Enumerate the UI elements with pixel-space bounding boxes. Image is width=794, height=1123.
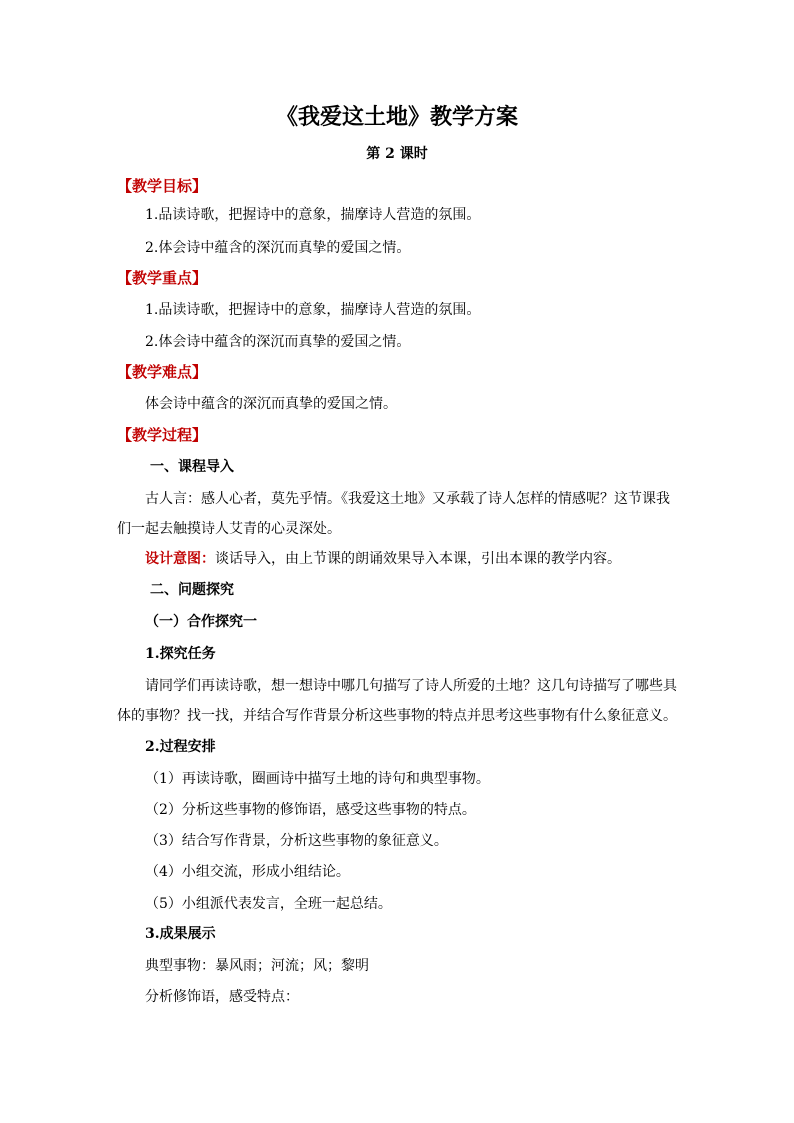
document-subtitle: 第 2 课时 xyxy=(366,146,428,162)
document-title: 《我爱这土地》教学方案 xyxy=(275,104,518,130)
design-intent-text: 谈话导入，由上节课的朗诵效果导入本课，引出本课的教学内容。 xyxy=(215,551,621,567)
design-intent xyxy=(145,549,621,569)
arrangement-heading: 2.过程安排 xyxy=(145,739,216,755)
results-heading: 3.成果展示 xyxy=(145,926,216,942)
step-item-5: （5）小组派代表发言，全班一起总结。 xyxy=(145,896,392,912)
results-line-1: 典型事物：暴风雨；河流；风；黎明 xyxy=(145,958,369,974)
results-line-2: 分析修饰语，感受特点： xyxy=(145,989,299,1005)
intro-paragraph-line-1: 古人言：感人心者，莫先乎情。《我爱这土地》又承载了诗人怎样的情感呢？这节课我 xyxy=(145,491,670,507)
part1-heading: 一、课程导入 xyxy=(150,459,234,475)
intro-paragraph-line-2: 们一起去触摸诗人艾青的心灵深处。 xyxy=(117,521,341,537)
section-heading-objectives: 【教学目标】 xyxy=(117,177,208,195)
task-paragraph-line-2: 体的事物？找一找，并结合写作背景分析这些事物的特点并思考这些事物有什么象征意义。 xyxy=(117,708,677,724)
step-item-2: （2）分析这些事物的修饰语，感受这些事物的特点。 xyxy=(145,802,476,818)
step-item-3: （3）结合写作背景，分析这些事物的象征意义。 xyxy=(145,833,448,849)
task-heading: 1.探究任务 xyxy=(145,646,216,662)
step-item-1: （1）再读诗歌，圈画诗中描写土地的诗句和典型事物。 xyxy=(145,771,490,787)
section-heading-process: 【教学过程】 xyxy=(117,426,208,444)
objective-item-2: 2.体会诗中蕴含的深沉而真挚的爱国之情。 xyxy=(145,240,411,256)
task-paragraph-line-1: 请同学们再读诗歌，想一想诗中哪几句描写了诗人所爱的土地？这几句诗描写了哪些具 xyxy=(145,678,677,694)
part2-heading: 二、问题探究 xyxy=(150,582,234,598)
inquiry-1-heading: （一）合作探究一 xyxy=(145,614,257,630)
key-point-item-1: 1.品读诗歌，把握诗中的意象，揣摩诗人营造的氛围。 xyxy=(145,302,481,318)
step-item-4: （4）小组交流，形成小组结论。 xyxy=(145,864,350,880)
difficulty-item-1: 体会诗中蕴含的深沉而真挚的爱国之情。 xyxy=(145,396,397,412)
objective-item-1: 1.品读诗歌，把握诗中的意象，揣摩诗人营造的氛围。 xyxy=(145,207,481,223)
section-heading-key-points: 【教学重点】 xyxy=(117,269,208,287)
key-point-item-2: 2.体会诗中蕴含的深沉而真挚的爱国之情。 xyxy=(145,334,411,350)
design-intent-label: 设计意图： xyxy=(145,551,215,567)
section-heading-difficulties: 【教学难点】 xyxy=(117,363,208,381)
